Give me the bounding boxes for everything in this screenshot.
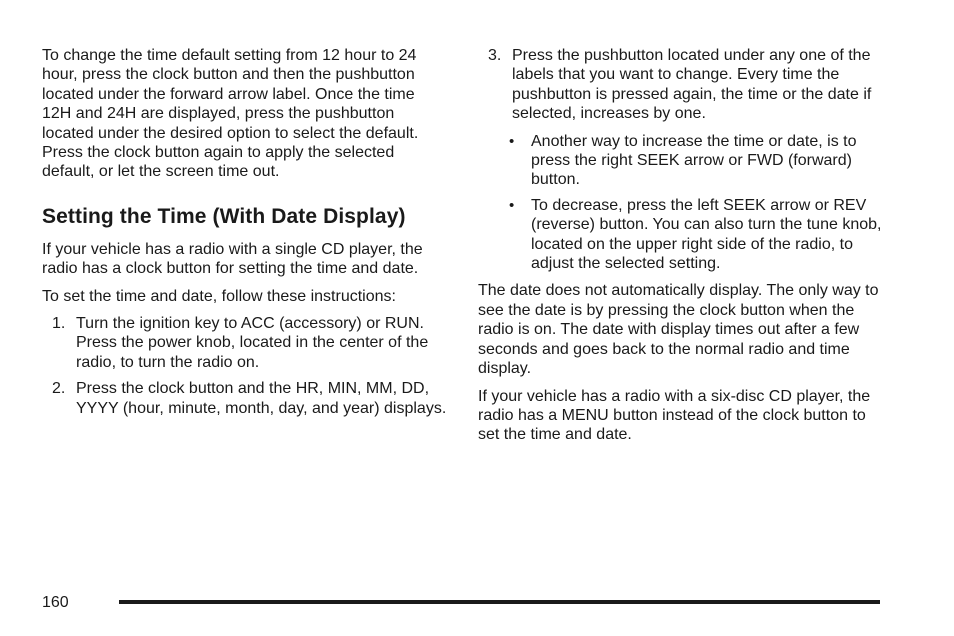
step-number: 2.	[52, 380, 66, 398]
page-number: 160	[42, 594, 69, 611]
list-item	[478, 132, 883, 190]
bullet-text: Another way to increase the time or date, is to press the right SEEK arrow or FWD (forward) button.	[531, 132, 857, 189]
footer-rule	[119, 600, 880, 604]
list-item	[42, 314, 447, 372]
instructions-intro: To set the time and date, follow these instructions:	[42, 287, 396, 305]
bullet-text: To decrease, press the left SEEK arrow or REV (reverse) button. You can also turn the tune knob, located on the upper right side of the radio, to adjust the selected setting.	[531, 196, 882, 273]
step-number: 3.	[488, 47, 502, 64]
step-text: Press the pushbutton located under any one of the labels that you want to change. Every time the pushbutton is pressed again, the time or the date if selected, increases by one.	[512, 47, 872, 123]
list-item	[42, 379, 447, 418]
bullet-icon: •	[509, 196, 515, 214]
list-item	[478, 46, 883, 124]
bullet-list	[478, 132, 883, 274]
list-item	[478, 196, 883, 274]
bullet-icon: •	[509, 132, 515, 150]
section-heading: Setting the Time (With Date Display)	[42, 204, 406, 228]
intro-paragraph: To change the time default setting from 12 hour to 24 hour, press the clock button and then the pushbutton located under the forward arrow label. Once the time 12H and 24H are displayed, press the pushbutton located under the desired option to select the default. Press the clock button again to apply the selected default, or let the screen time out.	[42, 47, 419, 181]
steps-list	[42, 314, 447, 418]
step-number: 1.	[52, 315, 66, 333]
step-text: Turn the ignition key to ACC (accessory) or RUN. Press the power knob, located in the center of the radio, to turn the radio on.	[76, 315, 429, 371]
right-column	[478, 46, 883, 453]
six-disc-paragraph: If your vehicle has a radio with a six-disc CD player, the radio has a MENU button instead of the clock button to set the time and date.	[478, 387, 871, 444]
date-display-paragraph: The date does not automatically display. The only way to see the date is by pressing the clock button when the radio is on. The date with display times out after a few seconds and goes back to the normal radio and time display.	[478, 282, 879, 378]
left-column	[42, 46, 447, 425]
steps-list-continued	[478, 46, 883, 124]
single-cd-paragraph: If your vehicle has a radio with a single CD player, the radio has a clock button for setting the time and date.	[42, 240, 423, 278]
step-text: Press the clock button and the HR, MIN, MM, DD, YYYY (hour, minute, month, day, and year) displays.	[76, 380, 447, 417]
